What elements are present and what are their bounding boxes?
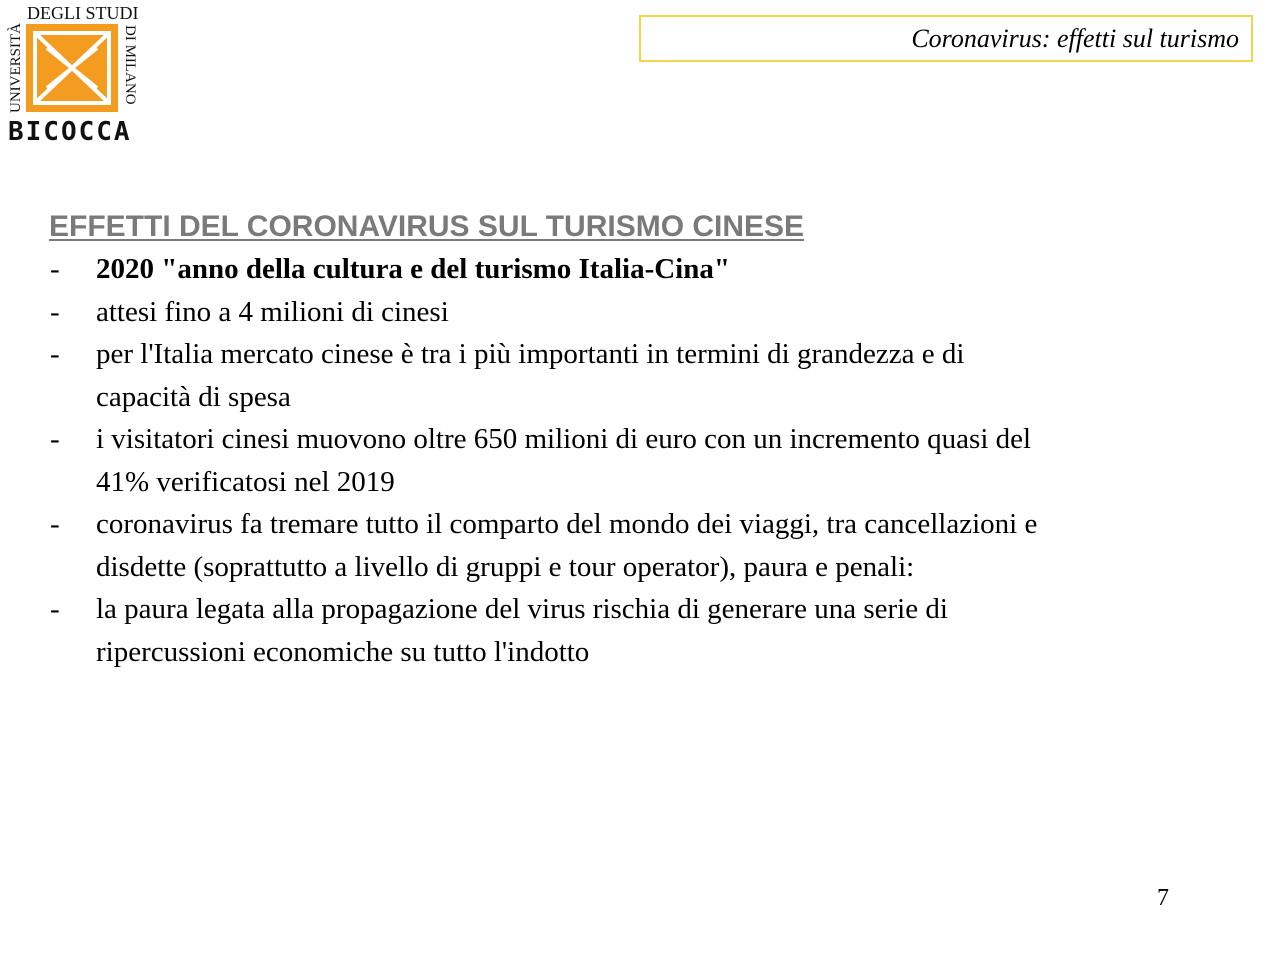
logo-text-bottom: BICOCCA: [8, 117, 132, 146]
bullet-text: i visitatori cinesi muovono oltre 650 milioni di euro con un incremento quasi del: [96, 423, 1032, 455]
bullet-marker: -: [50, 338, 60, 370]
bullet-text: la paura legata alla propagazione del virus rischia di generare una serie di: [96, 593, 948, 625]
bullet-item: [49, 248, 1259, 291]
bullet-marker: -: [50, 295, 60, 328]
bullet-text: attesi fino a 4 milioni di cinesi: [96, 295, 449, 328]
bullet-text: coronavirus fa tremare tutto il comparto del mondo dei viaggi, tra cancellazioni e: [96, 508, 1038, 540]
slide-content: [49, 206, 1259, 673]
logo-text-right: DI MILANO: [122, 25, 138, 105]
section-heading: EFFETTI DEL CORONAVIRUS SUL TURISMO CINESE: [49, 210, 805, 243]
bullet-text-continued: ripercussioni economiche su tutto l'indotto: [96, 635, 590, 668]
bullet-marker: -: [50, 253, 60, 285]
logo-text-top: DEGLI STUDI: [27, 3, 139, 23]
bullet-item: [49, 291, 1259, 334]
bullet-item: [49, 503, 1259, 588]
bullet-item: [49, 333, 1259, 418]
bullet-text: 2020 "anno della cultura e del turismo Italia-Cina": [96, 253, 730, 285]
header-title: Coronavirus: effetti sul turismo: [911, 23, 1239, 53]
bullet-item: [49, 418, 1259, 503]
bullet-text-continued: 41% verificatosi nel 2019: [96, 465, 395, 498]
bullet-marker: -: [50, 508, 60, 540]
bullet-list: [49, 248, 1259, 673]
page-number: 7: [1157, 885, 1169, 911]
header-title-box: [639, 15, 1253, 62]
bullet-item: [49, 588, 1259, 673]
bullet-text-continued: disdette (soprattutto a livello di gruppi e tour operator), paura e penali:: [96, 550, 915, 583]
bullet-marker: -: [50, 593, 60, 625]
university-logo: [2, 0, 142, 146]
bullet-marker: -: [50, 423, 60, 455]
logo-text-left: UNIVERSITÀ: [8, 23, 24, 113]
bullet-text: per l'Italia mercato cinese è tra i più importanti in termini di grandezza e di: [96, 338, 965, 370]
bullet-text-continued: capacità di spesa: [96, 380, 291, 413]
